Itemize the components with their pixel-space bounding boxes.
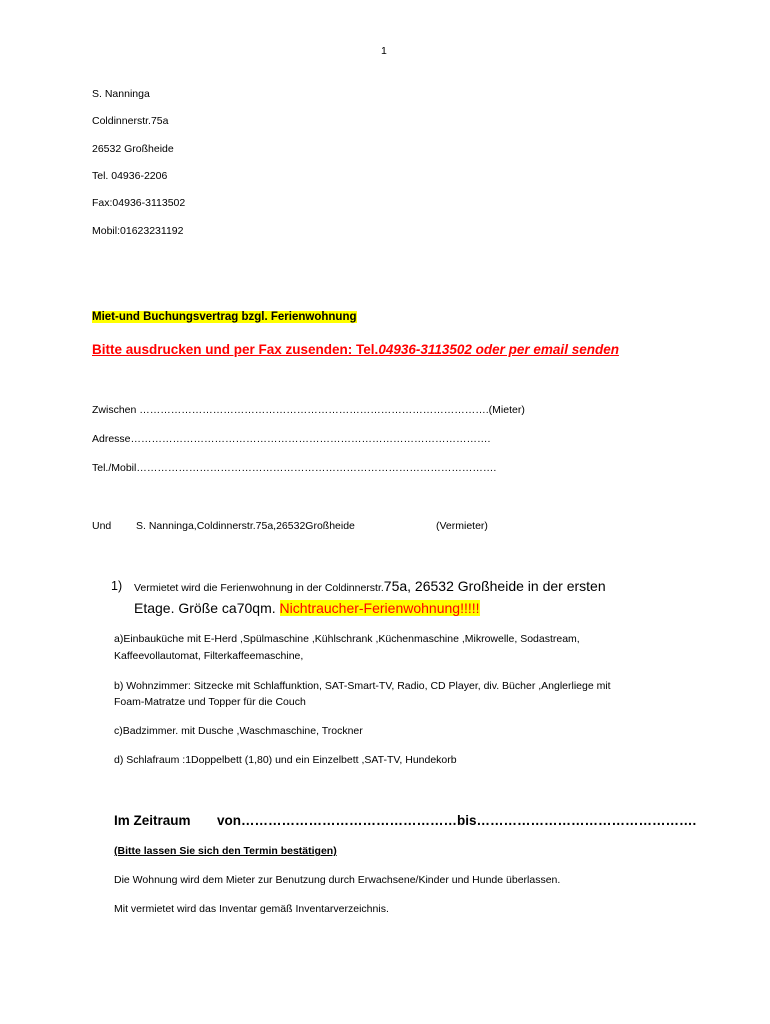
page-number: 1 [381, 45, 387, 57]
item-1-line2-a: Etage. Größe ca70qm. [134, 600, 280, 616]
contract-title: Miet-und Buchungsvertrag bzgl. Ferienwohnung [92, 311, 357, 323]
sender-city: 26532 Großheide [92, 143, 174, 155]
room-d: d) Schlafraum :1Doppelbett (1,80) und ein Einzelbett ,SAT-TV, Hundekorb [114, 754, 457, 766]
room-b-line1: b) Wohnzimmer: Sitzecke mit Schlaffunktion, SAT-Smart-TV, Radio, CD Player, div. Bücher ,Anglerliege mit [114, 680, 611, 692]
fax-instruction-part1: Bitte ausdrucken und per Fax zusenden: Tel. [92, 342, 379, 357]
tenant-address-field: Adresse…………………………………………………………………………………………. [92, 433, 491, 445]
sender-mobil: Mobil:01623231192 [92, 225, 184, 237]
sender-tel: Tel. 04936-2206 [92, 170, 168, 182]
landlord-address: S. Nanninga,Coldinnerstr.75a,26532Großheide [136, 520, 355, 532]
sender-street: Coldinnerstr.75a [92, 115, 169, 127]
item-1-number: 1) [111, 579, 123, 593]
tenant-name-field: Zwischen ……………………………………………………………………………………….(Mieter) [92, 404, 525, 416]
room-a-line1: a)Einbauküche mit E-Herd ,Spülmaschine ,Kühlschrank ,Küchenmaschine ,Mikrowelle, Sodastream, [114, 633, 580, 645]
period-dates-field: von…………………………………………bis…………………………………………. [217, 813, 697, 828]
item-1-line1-a: Vermietet wird die Ferienwohnung in der Coldinnerstr. [134, 582, 384, 594]
fax-instruction-part2: 04936-3113502 oder per email senden [378, 342, 619, 357]
landlord-role: (Vermieter) [436, 520, 488, 532]
room-b-line2: Foam-Matratze und Topper für die Couch [114, 696, 306, 708]
usage-text: Die Wohnung wird dem Mieter zur Benutzung durch Erwachsene/Kinder und Hunde überlassen. [114, 874, 561, 886]
sender-fax: Fax:04936-3113502 [92, 197, 186, 209]
item-1-line2 [134, 600, 480, 616]
room-a-line2: Kaffeevollautomat, Filterkaffeemaschine, [114, 650, 304, 662]
sender-name: S. Nanninga [92, 88, 150, 100]
room-c: c)Badzimmer. mit Dusche ,Waschmaschine, Trockner [114, 725, 363, 737]
period-label: Im Zeitraum [114, 813, 191, 828]
fax-instruction [92, 342, 619, 357]
item-1-line1-b: 75a, 26532 Großheide in der ersten [383, 578, 606, 594]
tenant-phone-field: Tel./Mobil…………………………………………………………………………………………. [92, 462, 497, 474]
und-label: Und [92, 520, 112, 532]
item-1-line1 [134, 578, 606, 596]
inventory-text: Mit vermietet wird das Inventar gemäß Inventarverzeichnis. [114, 903, 389, 915]
date-confirmation-note: (Bitte lassen Sie sich den Termin bestätigen) [114, 845, 337, 857]
nonsmoker-note: Nichtraucher-Ferienwohnung!!!!! [279, 600, 480, 616]
